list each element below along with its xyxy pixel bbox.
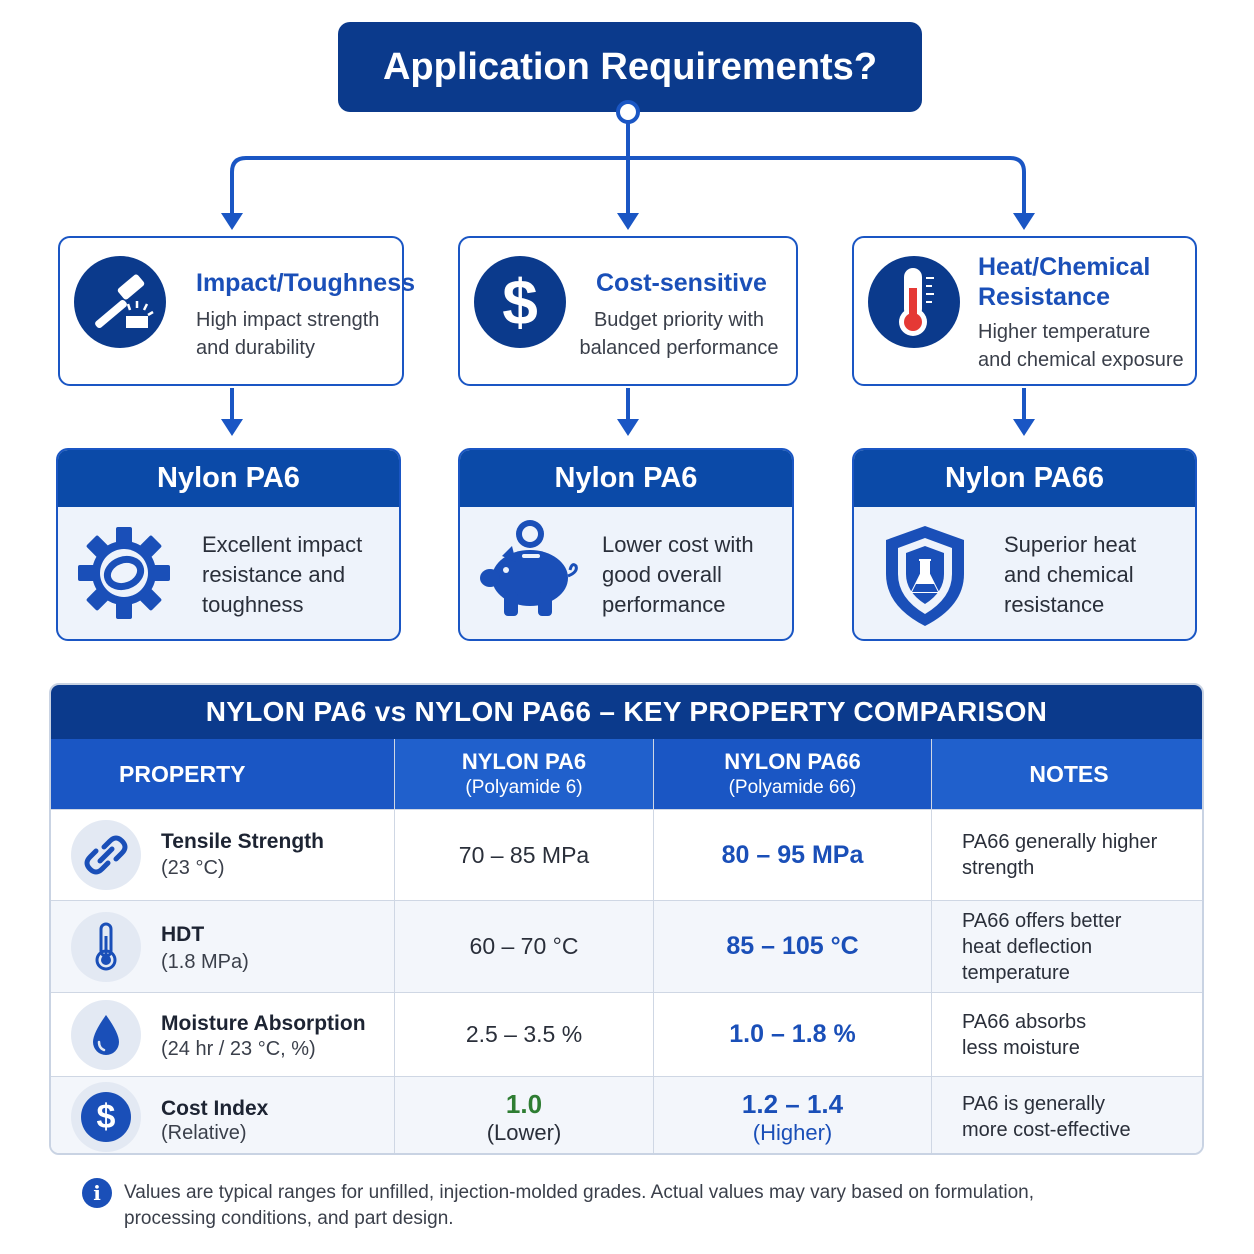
link-icon	[71, 820, 141, 890]
pa66-value: 1.2 – 1.4 (Higher)	[741, 1088, 844, 1145]
hammer-icon	[74, 256, 166, 348]
gear-icon	[76, 525, 172, 626]
table-row	[51, 992, 1204, 1076]
property-name: Tensile Strength	[161, 830, 324, 853]
result-pa66-heat-card	[852, 448, 1197, 641]
row-note: PA6 is generally more cost-effective	[962, 1093, 1131, 1141]
pa6-value: 1.0 (Lower)	[486, 1088, 562, 1145]
requirement-desc: Budget priority with balanced performance	[579, 309, 779, 359]
requirement-title: Cost-sensitive	[596, 269, 767, 297]
result-material: Nylon PA6	[58, 450, 399, 507]
column-divider	[931, 739, 932, 1153]
property-name: Moisture Absorption	[161, 1012, 366, 1035]
header-pa6: NYLON PA6 (Polyamide 6)	[395, 739, 653, 809]
requirement-impact-card	[58, 236, 416, 386]
column-divider	[653, 739, 654, 1153]
table-title: NYLON PA6 vs NYLON PA66 – KEY PROPERTY COMPARISON	[51, 685, 1202, 739]
requirement-cost-card	[458, 236, 798, 386]
thermometer-icon	[71, 912, 141, 982]
dollar-icon: $	[474, 256, 566, 348]
piggy-bank-icon	[476, 516, 586, 627]
table-row	[51, 1076, 1204, 1155]
root-title: Application Requirements?	[382, 45, 878, 88]
property-condition: (1.8 MPa)	[161, 951, 249, 973]
thermometer-icon	[868, 256, 960, 348]
result-material: Nylon PA6	[460, 450, 792, 507]
row-note: PA66 generally higher strength	[962, 831, 1158, 879]
result-material: Nylon PA66	[854, 450, 1195, 507]
dollar-icon: $	[71, 1082, 141, 1152]
pa66-value: 80 – 95 MPa	[721, 840, 864, 869]
property-condition: (24 hr / 23 °C, %)	[161, 1038, 316, 1060]
property-name: HDT	[161, 923, 205, 946]
header-property: PROPERTY	[51, 739, 394, 809]
pa66-value: 1.0 – 1.8 %	[729, 1020, 856, 1048]
requirement-heat-card	[852, 236, 1197, 386]
comparison-table	[49, 683, 1204, 1155]
pa6-value: 70 – 85 MPa	[458, 841, 590, 868]
table-row	[51, 900, 1204, 992]
requirement-title: Impact/Toughness	[196, 269, 416, 297]
property-condition: (23 °C)	[161, 857, 225, 879]
requirement-title: Heat/Chemical Resistance	[978, 253, 1151, 311]
pa6-value: 2.5 – 3.5 %	[465, 1021, 583, 1047]
property-condition: (Relative)	[161, 1122, 247, 1144]
result-desc: Lower cost with good overall performance	[602, 532, 754, 617]
column-divider	[394, 739, 395, 1153]
header-pa66: NYLON PA66 (Polyamide 66)	[654, 739, 931, 809]
result-desc: Excellent impact resistance and toughness	[202, 532, 363, 617]
result-desc: Superior heat and chemical resistance	[1004, 532, 1137, 617]
row-note: PA66 absorbs less moisture	[962, 1010, 1087, 1059]
result-pa6-cost-card	[458, 448, 794, 641]
shield-flask-icon	[880, 522, 970, 635]
flow-connectors	[0, 0, 1254, 460]
pa66-value: 85 – 105 °C	[726, 932, 859, 960]
info-icon: i	[82, 1178, 112, 1208]
row-note: PA66 offers better heat deflection temperature	[962, 909, 1122, 984]
pa6-value: 60 – 70 °C	[469, 933, 579, 959]
result-pa6-impact-card	[56, 448, 401, 641]
footnote-text: Values are typical ranges for unfilled, injection-molded grades. Actual values may vary based on formulation, processing conditions, and part design.	[124, 1182, 1035, 1229]
water-drop-icon	[71, 1000, 141, 1070]
table-row	[51, 809, 1204, 900]
requirement-desc: Higher temperature and chemical exposure	[978, 321, 1184, 371]
property-name: Cost Index	[161, 1097, 269, 1120]
requirement-desc: High impact strength and durability	[196, 309, 380, 359]
header-notes: NOTES	[932, 739, 1204, 809]
